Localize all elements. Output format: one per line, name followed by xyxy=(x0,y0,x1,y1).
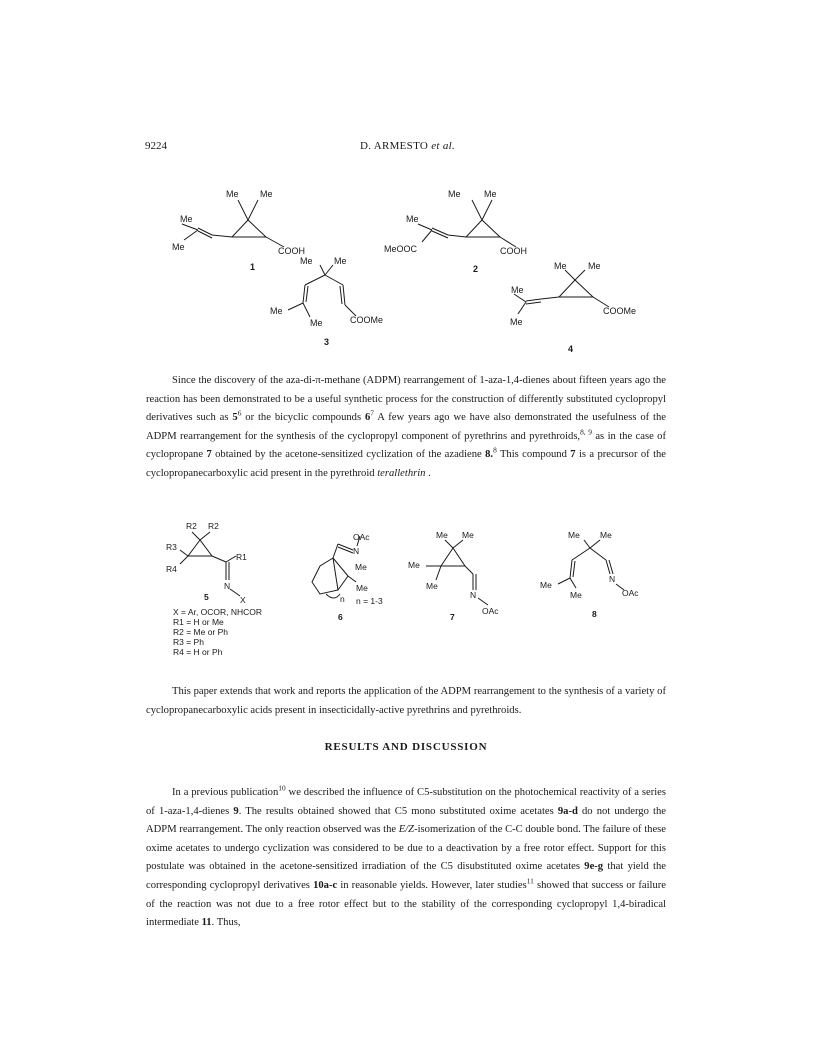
structure-5 xyxy=(166,521,247,605)
compound-label-1: 1 xyxy=(250,262,256,272)
legend-line: R3 = Ph xyxy=(173,637,204,647)
cooh-label: COOH xyxy=(500,246,527,256)
me-label: Me xyxy=(334,256,347,266)
structure-7 xyxy=(408,530,499,622)
compound-label-7: 7 xyxy=(450,612,455,622)
me-label: Me xyxy=(270,306,283,316)
me-label: Me xyxy=(588,261,601,271)
me-label: Me xyxy=(310,318,323,328)
me-label: Me xyxy=(172,242,185,252)
oac-label: OAc xyxy=(622,588,639,598)
me-label: Me xyxy=(408,560,420,570)
structure-1 xyxy=(172,189,305,272)
me-label: Me xyxy=(568,530,580,540)
structure-6 xyxy=(312,532,383,622)
compound-label-4: 4 xyxy=(568,344,574,354)
intro-paragraph: Since the discovery of the aza-di-π-methane (ADPM) rearrangement of 1-aza-1,4-dienes about fifteen years ago the reaction has been demonstrated to be a useful synthetic process for the construction of differently substituted cyclopropyl derivatives such as $5^6$ or the bicyclic compounds $6^7$ A few years ago we have also demonstrated the usefulness of the ADPM rearrangement for the synthesis of the cyclopropyl component of pyrethrins and pyrethroids,$^{8, 9}$ as in the case of cyclopropane 7 obtained by the acetone-sensitized cyclization of the azadiene 8.$^8$ This compound 7 is a precursor of the cyclopropanecarboxylic acid present in the pyrethroid terallethrin . xyxy=(146,375,667,479)
me-label: Me xyxy=(511,285,524,295)
structure-8 xyxy=(540,530,639,619)
author-prefix: D. A xyxy=(359,140,382,152)
me-label: Me xyxy=(462,530,474,540)
page-number: 9224 xyxy=(145,140,167,152)
legend-line: X = Ar, OCOR, NHCOR xyxy=(173,607,263,617)
me-label: Me xyxy=(426,581,438,591)
me-label: Me xyxy=(600,530,612,540)
n-subscript: n xyxy=(340,594,345,604)
r2-label: R2 xyxy=(186,521,197,531)
n-range-label: n = 1-3 xyxy=(356,596,383,606)
n-label: N xyxy=(470,590,477,600)
x-label: X xyxy=(240,595,246,605)
legend-line: R4 = H or Ph xyxy=(173,647,223,657)
me-label: Me xyxy=(448,189,461,199)
scope-paragraph: This paper extends that work and reports the application of the ADPM rearrangement to the synthesis of a variety of cyclopropanecarboxylic acids present in insecticidally-active pyrethrins and pyrethroids. xyxy=(146,686,666,716)
section-heading: RESULTS AND DISCUSSION xyxy=(324,741,488,753)
n-label: N xyxy=(609,574,616,584)
compound-label-6: 6 xyxy=(338,612,343,622)
legend-line: R1 = H or Me xyxy=(173,617,224,627)
coome-label: COOMe xyxy=(603,306,637,316)
structure-2 xyxy=(384,189,527,274)
r4-label: R4 xyxy=(166,564,177,574)
me-label: Me xyxy=(226,189,239,199)
me-label: Me xyxy=(484,189,497,199)
me-label: Me xyxy=(570,590,582,600)
oac-label: OAc xyxy=(353,532,370,542)
cooh-label: COOH xyxy=(278,246,305,256)
me-label: Me xyxy=(355,562,367,572)
structure-3 xyxy=(270,256,383,347)
legend-line: R2 = Me or Ph xyxy=(173,627,229,637)
n-label: N xyxy=(353,546,360,556)
r1-label: R1 xyxy=(236,552,247,562)
compound-label-2: 2 xyxy=(473,264,479,274)
me-label: Me xyxy=(356,583,368,593)
scheme-compounds-1-4 xyxy=(160,180,680,355)
me-label: Me xyxy=(554,261,567,271)
n-label: N xyxy=(224,581,231,591)
author-rest: RMESTO xyxy=(381,140,429,152)
compound-label-8: 8 xyxy=(592,609,597,619)
coome-label: COOMe xyxy=(350,315,384,325)
me-label: Me xyxy=(510,317,523,327)
me-label: Me xyxy=(300,256,313,266)
oac-label: OAc xyxy=(482,606,499,616)
r2-label: R2 xyxy=(208,521,219,531)
r3-label: R3 xyxy=(166,542,177,552)
me-label: Me xyxy=(436,530,448,540)
compound-label-5: 5 xyxy=(204,592,209,602)
results-paragraph: In a previous publication$^{10}$ we described the influence of C5-substitution on the photochemical reactivity of a series of 1-aza-1,4-dienes 9. The results obtained showed that C5 mono substituted oxime acetates 9a-d do not undergo the ADPM rearrangement. The only reaction observed was the E/Z-isomerization of the C-C double bond. The failure of these oxime acetates to undergo cyclization was considered to be due to a deactivation by a free rotor effect. Support for this postulate was obtained in the acetone-sensitized irradiation of the C5 disubstituted oxime acetates 9e-g that yield the corresponding cyclopropyl derivatives 10a-c in reasonable yields. However, later studies$^{11}$ showed that success or failure of the reaction was not due to a free rotor effect but to the stability of the corresponding cyclopropyl 1,4-biradical intermediate 11. Thus, xyxy=(146,783,666,929)
me-label: Me xyxy=(406,214,419,224)
meooc-label: MeOOC xyxy=(384,244,418,254)
compound-label-3: 3 xyxy=(324,337,330,347)
me-label: Me xyxy=(180,214,193,224)
me-label: Me xyxy=(260,189,273,199)
running-head xyxy=(0,140,815,152)
structure-4 xyxy=(510,261,636,354)
et-al: et al. xyxy=(431,140,456,152)
me-label: Me xyxy=(540,580,552,590)
substituent-legend xyxy=(173,607,262,657)
